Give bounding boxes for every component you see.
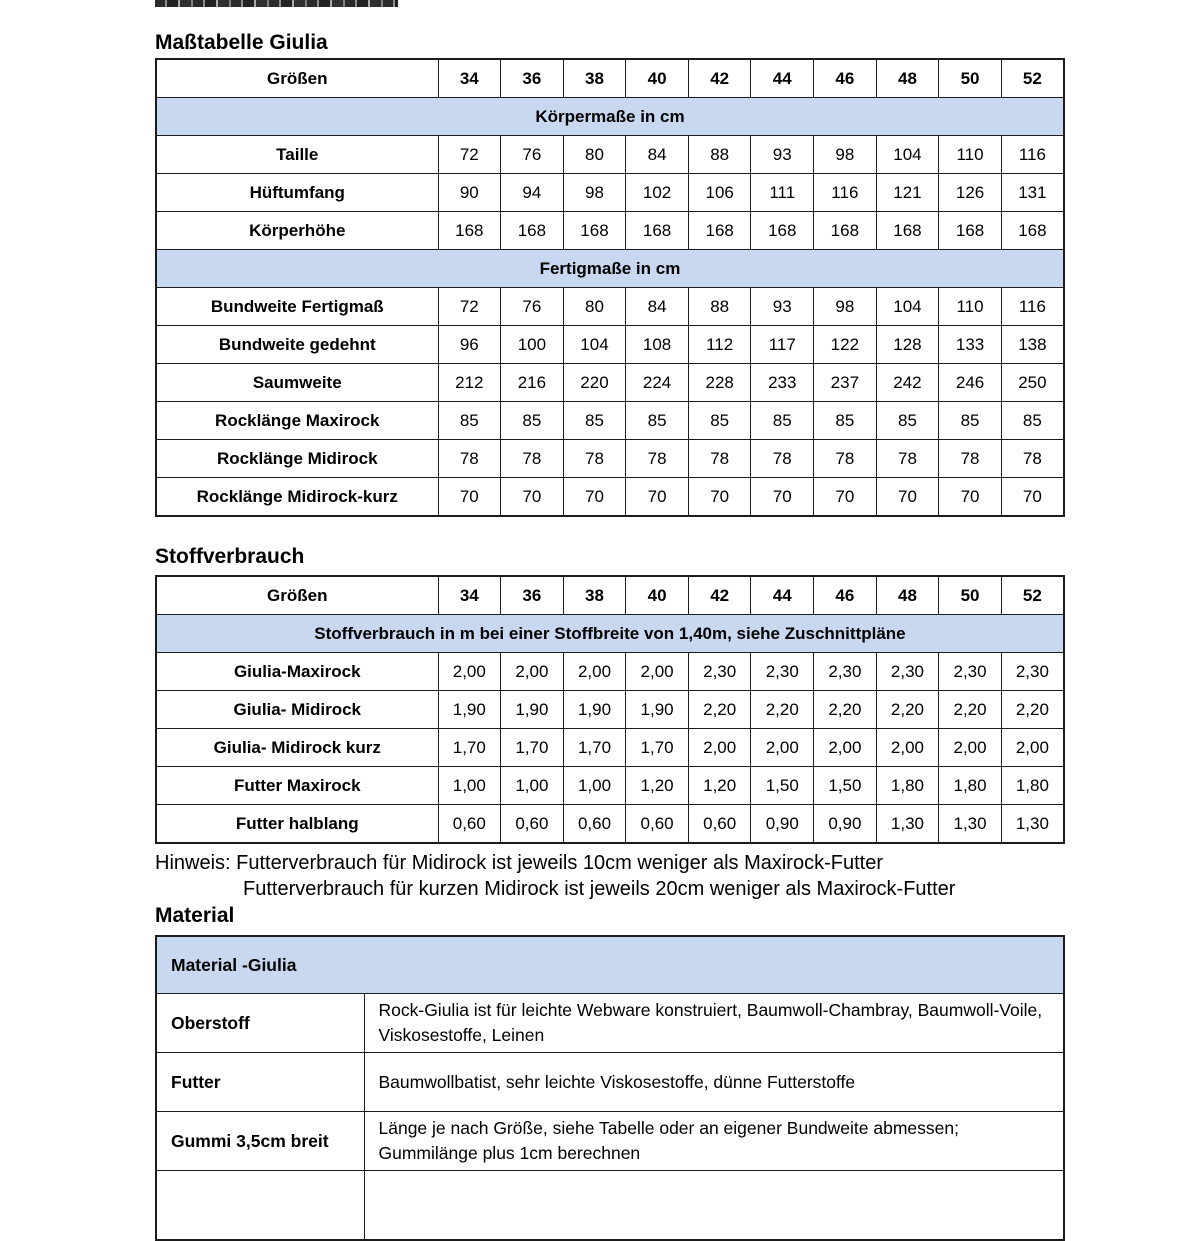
value-cell: 212 [438,364,501,402]
value-cell: 1,80 [876,767,939,805]
size-header-cell: 46 [814,576,877,615]
value-cell: 1,20 [626,767,689,805]
document-content [155,0,1063,1241]
value-cell: 78 [501,440,564,478]
value-cell: 110 [939,136,1002,174]
size-header-cell: 50 [939,59,1002,98]
value-cell: 84 [626,136,689,174]
size-header-cell: 34 [438,59,501,98]
section-title-stoffverbrauch: Stoffverbrauch [155,545,305,568]
value-cell: 96 [438,326,501,364]
table-row [156,136,1064,174]
sizes-header-row [156,59,1064,98]
size-header-cell: 48 [876,59,939,98]
measure-label: Futter Maxirock [156,767,438,805]
value-cell: 78 [876,440,939,478]
value-cell: 78 [626,440,689,478]
value-cell: 126 [939,174,1002,212]
measure-label: Körperhöhe [156,212,438,250]
value-cell: 90 [438,174,501,212]
measure-label: Rocklänge Midirock-kurz [156,478,438,517]
value-cell: 78 [438,440,501,478]
value-cell: 94 [501,174,564,212]
note-line-1: Hinweis: Futterverbrauch für Midirock ist jeweils 10cm weniger als Maxirock-Futter [155,852,883,874]
measure-label: Bundweite gedehnt [156,326,438,364]
value-cell: 85 [876,402,939,440]
value-cell: 2,30 [876,653,939,691]
value-cell: 2,30 [939,653,1002,691]
value-cell: 85 [501,402,564,440]
value-cell: 70 [814,478,877,517]
value-cell: 1,70 [438,729,501,767]
value-cell: 228 [688,364,751,402]
value-cell: 2,00 [876,729,939,767]
value-cell: 78 [1001,440,1064,478]
table-row [156,729,1064,767]
value-cell: 70 [1001,478,1064,517]
value-cell: 85 [1001,402,1064,440]
value-cell: 70 [501,478,564,517]
value-cell: 98 [814,288,877,326]
value-cell: 168 [1001,212,1064,250]
size-header-cell: 34 [438,576,501,615]
value-cell: 2,00 [751,729,814,767]
table-row [156,691,1064,729]
value-cell: 2,00 [814,729,877,767]
table-row [156,478,1064,517]
value-cell: 168 [751,212,814,250]
measure-label: Giulia-Maxirock [156,653,438,691]
value-cell: 122 [814,326,877,364]
value-cell: 1,00 [501,767,564,805]
value-cell: 131 [1001,174,1064,212]
table-row [156,805,1064,844]
material-description-clipped [364,1171,1064,1241]
value-cell: 93 [751,288,814,326]
value-cell: 2,20 [876,691,939,729]
value-cell: 0,60 [688,805,751,844]
sizes-header-row [156,576,1064,615]
section-band-label: Stoffverbrauch in m bei einer Stoffbreite von 1,40m, siehe Zuschnittpläne [156,615,1064,653]
size-header-cell: 46 [814,59,877,98]
value-cell: 72 [438,288,501,326]
section-band-row [156,250,1064,288]
value-cell: 128 [876,326,939,364]
value-cell: 72 [438,136,501,174]
value-cell: 168 [814,212,877,250]
value-cell: 2,00 [688,729,751,767]
section-title-masstabelle: Maßtabelle Giulia [155,31,328,54]
value-cell: 88 [688,288,751,326]
value-cell: 85 [751,402,814,440]
size-header-cell: 36 [501,576,564,615]
value-cell: 108 [626,326,689,364]
value-cell: 111 [751,174,814,212]
section-band-row [156,615,1064,653]
value-cell: 224 [626,364,689,402]
value-cell: 2,00 [563,653,626,691]
table-row [156,364,1064,402]
value-cell: 242 [876,364,939,402]
value-cell: 168 [438,212,501,250]
value-cell: 70 [438,478,501,517]
value-cell: 1,80 [1001,767,1064,805]
value-cell: 0,90 [751,805,814,844]
value-cell: 1,90 [563,691,626,729]
value-cell: 104 [563,326,626,364]
value-cell: 85 [563,402,626,440]
value-cell: 70 [876,478,939,517]
value-cell: 1,90 [626,691,689,729]
measure-label: Bundweite Fertigmaß [156,288,438,326]
value-cell: 80 [563,288,626,326]
value-cell: 250 [1001,364,1064,402]
value-cell: 104 [876,288,939,326]
stoffverbrauch-table [155,575,1065,844]
table-row [156,174,1064,212]
sizes-header-label: Größen [156,59,438,98]
value-cell: 168 [563,212,626,250]
value-cell: 2,00 [626,653,689,691]
value-cell: 85 [939,402,1002,440]
measure-label: Futter halblang [156,805,438,844]
size-header-cell: 44 [751,59,814,98]
size-header-cell: 52 [1001,576,1064,615]
size-header-cell: 38 [563,576,626,615]
masstabelle-table [155,58,1065,517]
value-cell: 2,30 [688,653,751,691]
material-description: Rock-Giulia ist für leichte Webware konstruiert, Baumwoll-Chambray, Baumwoll-Voile, Viskosestoffe, Leinen [364,994,1064,1053]
value-cell: 85 [626,402,689,440]
measure-label: Saumweite [156,364,438,402]
value-cell: 78 [939,440,1002,478]
value-cell: 2,20 [939,691,1002,729]
value-cell: 70 [563,478,626,517]
value-cell: 78 [688,440,751,478]
value-cell: 110 [939,288,1002,326]
material-row [156,1112,1064,1171]
size-header-cell: 42 [688,576,751,615]
measure-label: Rocklänge Maxirock [156,402,438,440]
material-label: Gummi 3,5cm breit [156,1112,364,1171]
value-cell: 1,70 [563,729,626,767]
value-cell: 1,30 [876,805,939,844]
table-row [156,767,1064,805]
value-cell: 168 [626,212,689,250]
material-label-clipped [156,1171,364,1241]
value-cell: 1,50 [751,767,814,805]
value-cell: 1,70 [626,729,689,767]
measure-label: Taille [156,136,438,174]
value-cell: 1,50 [814,767,877,805]
size-header-cell: 42 [688,59,751,98]
size-header-cell: 44 [751,576,814,615]
measure-label: Giulia- Midirock kurz [156,729,438,767]
value-cell: 168 [501,212,564,250]
table-row [156,440,1064,478]
value-cell: 76 [501,136,564,174]
material-table [155,935,1065,1241]
size-header-cell: 40 [626,576,689,615]
material-row-clipped [156,1171,1064,1241]
value-cell: 116 [1001,136,1064,174]
value-cell: 78 [751,440,814,478]
table-row [156,653,1064,691]
value-cell: 1,00 [563,767,626,805]
value-cell: 2,20 [751,691,814,729]
value-cell: 216 [501,364,564,402]
value-cell: 102 [626,174,689,212]
table-row [156,288,1064,326]
clipped-heading-strip [155,0,398,7]
table-row [156,212,1064,250]
value-cell: 2,30 [814,653,877,691]
value-cell: 78 [814,440,877,478]
value-cell: 106 [688,174,751,212]
size-header-cell: 48 [876,576,939,615]
value-cell: 70 [688,478,751,517]
size-header-cell: 40 [626,59,689,98]
value-cell: 1,90 [501,691,564,729]
value-cell: 2,00 [501,653,564,691]
section-band-row [156,98,1064,136]
measure-label: Giulia- Midirock [156,691,438,729]
material-row [156,994,1064,1053]
value-cell: 117 [751,326,814,364]
value-cell: 168 [876,212,939,250]
value-cell: 246 [939,364,1002,402]
value-cell: 0,60 [501,805,564,844]
value-cell: 1,30 [939,805,1002,844]
value-cell: 1,90 [438,691,501,729]
material-label: Futter [156,1053,364,1112]
size-header-cell: 36 [501,59,564,98]
value-cell: 220 [563,364,626,402]
table-row [156,402,1064,440]
material-header-row [156,936,1064,994]
value-cell: 76 [501,288,564,326]
measure-label: Rocklänge Midirock [156,440,438,478]
table-row [156,326,1064,364]
value-cell: 0,90 [814,805,877,844]
section-title-material: Material [155,904,235,927]
value-cell: 112 [688,326,751,364]
value-cell: 168 [939,212,1002,250]
value-cell: 0,60 [563,805,626,844]
value-cell: 80 [563,136,626,174]
value-cell: 70 [751,478,814,517]
value-cell: 1,30 [1001,805,1064,844]
material-row [156,1053,1064,1112]
value-cell: 2,20 [688,691,751,729]
note-line-2: Futterverbrauch für kurzen Midirock ist jeweils 20cm weniger als Maxirock-Futter [243,878,956,900]
value-cell: 85 [814,402,877,440]
value-cell: 98 [814,136,877,174]
value-cell: 78 [563,440,626,478]
value-cell: 88 [688,136,751,174]
value-cell: 133 [939,326,1002,364]
value-cell: 2,00 [438,653,501,691]
value-cell: 70 [939,478,1002,517]
value-cell: 0,60 [626,805,689,844]
value-cell: 85 [688,402,751,440]
material-description: Länge je nach Größe, siehe Tabelle oder an eigener Bundweite abmessen; Gummilänge plus 1cm berechnen [364,1112,1064,1171]
material-description: Baumwollbatist, sehr leichte Viskosestoffe, dünne Futterstoffe [364,1053,1064,1112]
value-cell: 1,20 [688,767,751,805]
value-cell: 84 [626,288,689,326]
material-header-label: Material -Giulia [156,936,1064,994]
value-cell: 233 [751,364,814,402]
value-cell: 2,00 [1001,729,1064,767]
value-cell: 116 [1001,288,1064,326]
value-cell: 116 [814,174,877,212]
size-header-cell: 38 [563,59,626,98]
value-cell: 1,80 [939,767,1002,805]
value-cell: 104 [876,136,939,174]
value-cell: 2,20 [814,691,877,729]
material-label: Oberstoff [156,994,364,1053]
value-cell: 237 [814,364,877,402]
value-cell: 1,70 [501,729,564,767]
value-cell: 93 [751,136,814,174]
value-cell: 2,30 [751,653,814,691]
value-cell: 2,30 [1001,653,1064,691]
size-header-cell: 50 [939,576,1002,615]
value-cell: 168 [688,212,751,250]
value-cell: 70 [626,478,689,517]
value-cell: 121 [876,174,939,212]
value-cell: 98 [563,174,626,212]
sizes-header-label: Größen [156,576,438,615]
value-cell: 0,60 [438,805,501,844]
value-cell: 2,00 [939,729,1002,767]
measure-label: Hüftumfang [156,174,438,212]
value-cell: 85 [438,402,501,440]
value-cell: 138 [1001,326,1064,364]
value-cell: 100 [501,326,564,364]
value-cell: 2,20 [1001,691,1064,729]
size-header-cell: 52 [1001,59,1064,98]
section-band-label: Körpermaße in cm [156,98,1064,136]
section-band-label: Fertigmaße in cm [156,250,1064,288]
value-cell: 1,00 [438,767,501,805]
